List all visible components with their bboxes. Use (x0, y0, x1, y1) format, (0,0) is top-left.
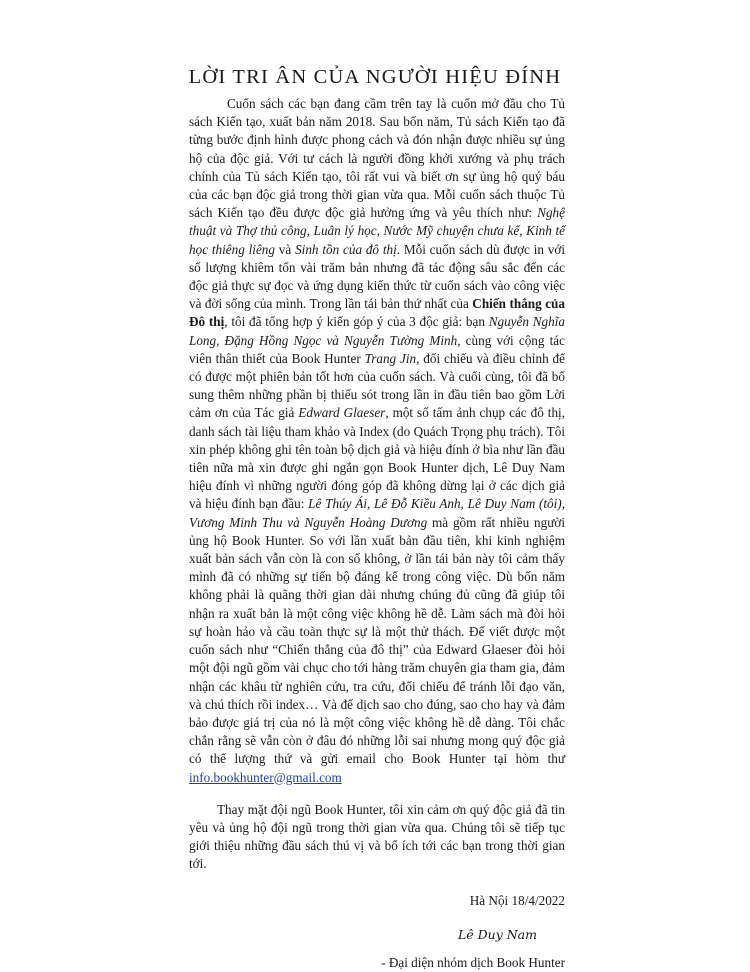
text-body (189, 95, 565, 972)
text-run: , tôi đã tổng hợp ý kiến góp ý của 3 độc giả: bạn (224, 314, 489, 330)
italic-book-titles: Nghệ thuật và Thợ thủ công, Luân lý học, Nước Mỹ chuyện chưa kể, Kinh tế học thiêng liêng (189, 205, 565, 257)
signature-date: Hà Nội 18/4/2022 (469, 892, 565, 908)
signature-role: - Đại diện nhóm dịch Book Hunter (381, 954, 565, 970)
italic-author-name: Edward Glaeser (298, 405, 386, 421)
text-run: mà gồm rất nhiều người ủng hộ Book Hunter. So với lần xuất bản đầu tiên, khi kinh nghiệm xuất bản sách vẫn còn là con số không, ở lần tái bản này tôi cảm thấy mình đã có những sự tiến bộ đáng kể trong công việc. Dù bốn năm không phải là quãng thời gian dài nhưng chúng đủ cũng đã giúp tôi nhận ra xuất bản là một công việc không hề dễ. Làm sách mà đòi hỏi sự hoàn hảo và cầu toàn thực sự là một thử thách. Để viết được một cuốn sách như “Chiến thắng của đô thị” của Edward Glaeser đòi hỏi một đội ngũ gồm vài chục cho tới hàng trăm chuyên gia tham gia, đảm nhận các khâu từ nghiên cứu, tra cứu, đối chiếu để tránh lỗi đạo văn, và chú thích rồi index… Và để dịch sao cho đúng, sao cho hay và đảm bảo được giá trị của nó là một công việc không hề dễ dàng. Tôi chắc chắn rằng sẽ vẫn còn ở đâu đó những lỗi sai nhưng mong quý độc giả có thể lượng thứ và gửi email cho Book Hunter tại hòm thư (189, 514, 565, 767)
italic-translator-names: Lê Thúy Ái, Lê Đỗ Kiều Anh, Lê Duy Nam (tôi), Vương Minh Thu và Nguyễn Hoàng Dương (189, 496, 565, 530)
text-run: Cuốn sách các bạn đang cầm trên tay là cuốn mở đầu cho Tủ sách Kiến tạo, xuất bản năm 2018. Sau bốn năm, Tủ sách Kiến tạo đã từng bước định hình được phong cách và đón nhận được nhiều sự ủng hộ của độc giả. Với tư cách là người đồng khởi xướng và phụ trách chính của Tủ sách Kiến tạo, tôi rất vui và biết ơn sự ủng hộ quý báu của các bạn độc giả trong thời gian vừa qua. Mỗi cuốn sách thuộc Tủ sách Kiến tạo đều được độc giả hưởng ứng và yêu thích như: (189, 96, 565, 221)
italic-reader-names: Nguyễn Nghĩa Long, Đặng Hồng Ngọc và Nguyễn Tường Minh (189, 314, 565, 348)
page-title: LỜI TRI ÂN CỦA NGƯỜI HIỆU ĐÍNH (188, 66, 562, 88)
text-run: , một số tấm ảnh chụp các đô thị, danh sách tài liệu tham khảo và Index (do Quách Trọng phụ trách). Tôi xin phép không ghi tên toàn bộ dịch giả và hiệu đính ở bìa như lần đầu tiên nữa mà xin được ghi ngắn gọn Book Hunter dịch, Lê Duy Nam hiệu đính vì những người đóng góp đã không dừng lại ở các dịch giả và hiệu đính bạn đầu: (189, 405, 565, 512)
italic-book-title: Sinh tồn của đô thị (295, 241, 397, 257)
italic-collaborator-name: Trang Jin (364, 350, 417, 366)
email-link[interactable]: info.bookhunter@gmail.com (189, 769, 342, 785)
paragraph-acknowledgement (189, 95, 565, 787)
text-run: , đối chiếu và điều chỉnh để có được một phiên bản tốt hơn của cuốn sách. Và cuối cùng, tôi đã bổ sung thêm những phần bị thiếu sót trong lần in đầu tiên bao gồm Lời cảm ơn của Tác giả (189, 350, 565, 421)
text-run: , cùng với cộng tác viên thân thiết của Book Hunter (189, 332, 565, 366)
bold-book-title: Chiến thắng của Đô thị (189, 296, 565, 330)
signature-name: Lê Duy Nam (457, 926, 537, 942)
text-run: và (275, 241, 296, 257)
text-run: . Mỗi cuốn sách dù được in với số lượng khiêm tốn vài trăm bản nhưng đã tác động sâu sắc đến các độc giả thực sự đọc và ứng dụng kiến thức từ cuốn sách vào công việc và đời sống của mình. Trong lần tái bản thứ nhất của (189, 241, 566, 312)
paragraph-thanks: Thay mặt đội ngũ Book Hunter, tôi xin cảm ơn quý độc giả đã tin yêu và ủng hộ đội ngũ trong thời gian vừa qua. Chúng tôi sẽ tiếp tục giới thiệu những đầu sách thú vị và bổ ích tới các bạn trong thời gian tới. (189, 801, 565, 872)
